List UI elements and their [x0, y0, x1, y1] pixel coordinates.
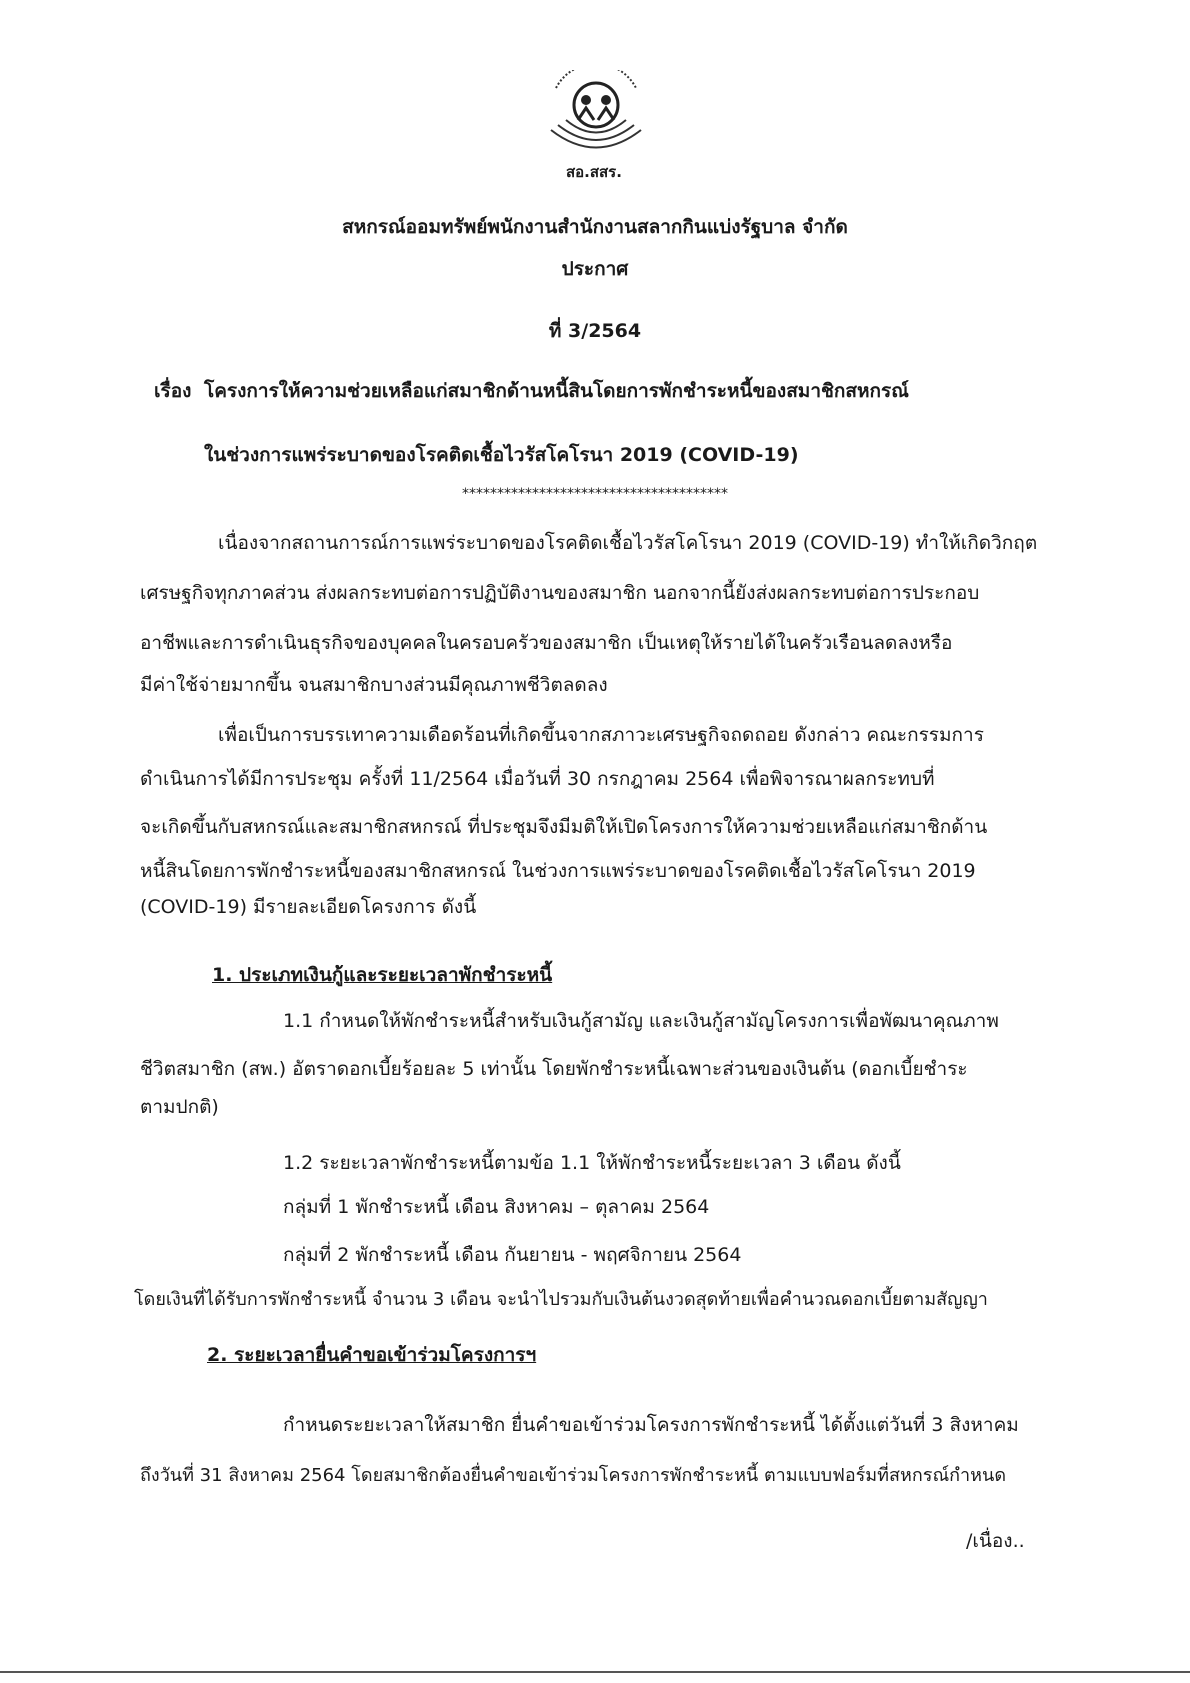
subject-line-1: โครงการให้ความช่วยเหลือแก่สมาชิกด้านหนี้สินโดยการพักชำระหนี้ของสมาชิกสหกรณ์ — [204, 380, 909, 402]
organization-name: สหกรณ์ออมทรัพย์พนักงานสำนักงานสลากกินแบ่งรัฐบาล จำกัด — [342, 216, 848, 238]
section2-line2: ถึงวันที่ 31 สิงหาคม 2564 โดยสมาชิกต้องยื่นคำขอเข้าร่วมโครงการพักชำระหนี้ ตามแบบฟอร์มที่สหกรณ์กำหนด — [140, 1465, 1007, 1486]
separator: ************************************** — [462, 486, 728, 502]
intro-para2-line5: (COVID-19) มีรายละเอียดโครงการ ดังนี้ — [140, 896, 477, 918]
section1-item11-line1: 1.1 กำหนดให้พักชำระหนี้สำหรับเงินกู้สามัญ และเงินกู้สามัญโครงการเพื่อพัฒนาคุณภาพ — [283, 1010, 999, 1032]
section1-item12: 1.2 ระยะเวลาพักชำระหนี้ตามข้อ 1.1 ให้พักชำระหนี้ระยะเวลา 3 เดือน ดังนี้ — [283, 1152, 901, 1174]
subject-label: เรื่อง — [154, 380, 192, 402]
section1-item11-line3: ตามปกติ) — [140, 1096, 219, 1118]
document-number: ที่ 3/2564 — [548, 320, 642, 342]
section2-heading: 2. ระยะเวลายื่นคำขอเข้าร่วมโครงการฯ — [207, 1344, 537, 1366]
intro-para2-line4: หนี้สินโดยการพักชำระหนี้ของสมาชิกสหกรณ์ ในช่วงการแพร่ระบาดของโรคติดเชื้อไวรัสโคโรนา 2019 — [140, 860, 976, 882]
section1-group1: กลุ่มที่ 1 พักชำระหนี้ เดือน สิงหาคม – ตุลาคม 2564 — [283, 1196, 710, 1218]
intro-para1-line4: มีค่าใช้จ่ายมากขึ้น จนสมาชิกบางส่วนมีคุณภาพชีวิตลดลง — [140, 674, 608, 696]
section1-note: โดยเงินที่ได้รับการพักชำระหนี้ จำนวน 3 เดือน จะนำไปรวมกับเงินต้นงวดสุดท้ายเพื่อคำนวณดอกเบี้ยตามสัญญา — [134, 1289, 988, 1310]
continuation-marker: /เนื่อง.. — [966, 1530, 1025, 1552]
intro-para1-line3: อาชีพและการดำเนินธุรกิจของบุคคลในครอบครัวของสมาชิก เป็นเหตุให้รายได้ในครัวเรือนลดลงหรือ — [140, 632, 953, 654]
section1-item11-line2: ชีวิตสมาชิก (สพ.) อัตราดอกเบี้ยร้อยละ 5 เท่านั้น โดยพักชำระหนี้เฉพาะส่วนของเงินต้น (ดอกเบี้ยชำระ — [140, 1058, 968, 1080]
logo-caption: สอ.สสร. — [566, 163, 622, 181]
section2-line1: กำหนดระยะเวลาให้สมาชิก ยื่นคำขอเข้าร่วมโครงการพักชำระหนี้ ได้ตั้งแต่วันที่ 3 สิงหาคม — [283, 1414, 1019, 1436]
bottom-scan-border — [0, 1671, 1190, 1673]
section1-group2: กลุ่มที่ 2 พักชำระหนี้ เดือน กันยายน - พฤศจิกายน 2564 — [283, 1244, 742, 1266]
section1-heading: 1. ประเภทเงินกู้และระยะเวลาพักชำระหนี้ — [212, 964, 553, 986]
intro-para2-line1: เพื่อเป็นการบรรเทาความเดือดร้อนที่เกิดขึ้นจากสภาวะเศรษฐกิจถดถอย ดังกล่าว คณะกรรมการ — [218, 724, 984, 746]
intro-para1-line1: เนื่องจากสถานการณ์การแพร่ระบาดของโรคติดเชื้อไวรัสโคโรนา 2019 (COVID-19) ทำให้เกิดวิกฤต — [218, 532, 1038, 554]
document-type: ประกาศ — [561, 258, 629, 280]
intro-para2-line3: จะเกิดขึ้นกับสหกรณ์และสมาชิกสหกรณ์ ที่ประชุมจึงมีมติให้เปิดโครงการให้ความช่วยเหลือแก่สมาชิกด้าน — [140, 816, 988, 838]
subject-line-2: ในช่วงการแพร่ระบาดของโรคติดเชื้อไวรัสโคโรนา 2019 (COVID-19) — [204, 444, 799, 466]
intro-para1-line2: เศรษฐกิจทุกภาคส่วน ส่งผลกระทบต่อการปฏิบัติงานของสมาชิก นอกจากนี้ยังส่งผลกระทบต่อการประกอบ — [140, 582, 980, 604]
intro-para2-line2: ดำเนินการได้มีการประชุม ครั้งที่ 11/2564 เมื่อวันที่ 30 กรกฎาคม 2564 เพื่อพิจารณาผลกระทบที่ — [140, 768, 935, 790]
